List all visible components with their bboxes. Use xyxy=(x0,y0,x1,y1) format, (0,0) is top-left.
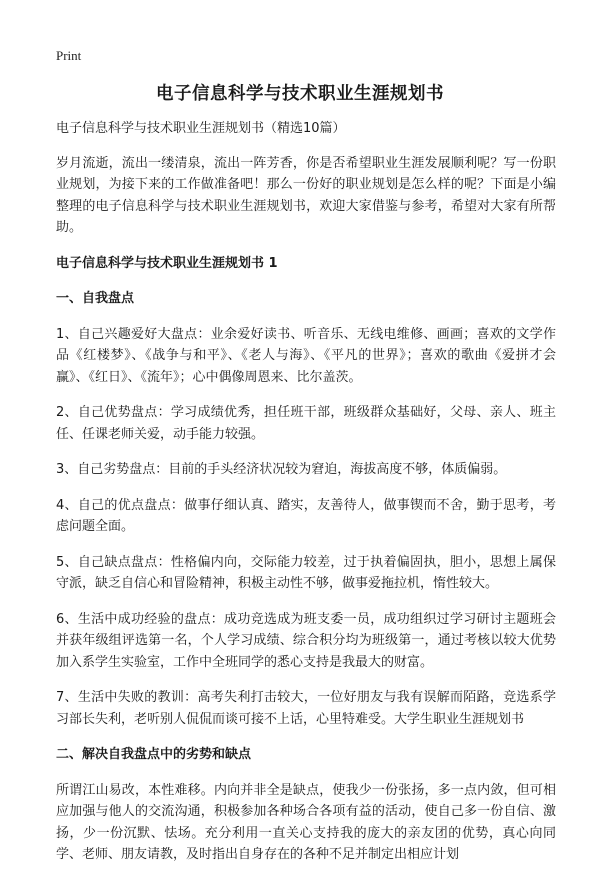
document-subtitle: 电子信息科学与技术职业生涯规划书（精选10篇） xyxy=(56,121,346,136)
section-heading-self-review: 一、自我盘点 xyxy=(56,291,135,306)
list-item: 5、自己缺点盘点：性格偏内向，交际能力较差，过于执着偏固执，胆小，思想上属保守派，缺乏自信心和冒险精神，积极主动性不够，做事爱拖拉机，惰性较大。 xyxy=(56,554,556,591)
intro-paragraph: 岁月流逝，流出一缕清泉，流出一阵芳香，你是否希望职业生涯发展顺利呢？写一份职业规划，为接下来的工作做准备吧！那么一份好的职业规划是怎么样的呢？下面是小编整理的电子信息科学与技术职业生涯规划书，欢迎大家借鉴与参考，希望对大家有所帮助。 xyxy=(56,155,556,235)
page-title: 电子信息科学与技术职业生涯规划书 xyxy=(156,84,444,104)
list-item: 4、自己的优点盘点：做事仔细认真、踏实，友善待人，做事锲而不舍，勤于思考，考虑问题全面。 xyxy=(56,497,556,534)
article-heading: 电子信息科学与技术职业生涯规划书 1 xyxy=(56,255,278,271)
list-item: 3、自己劣势盘点：目前的手头经济状况较为窘迫，海拔高度不够，体质偏弱。 xyxy=(56,462,507,477)
list-item: 6、生活中成功经验的盘点：成功竞选成为班支委一员，成功组织过学习研讨主题班会并获年级组评选第一名，个人学习成绩、综合积分均为班级第一，通过考核以较大优势加入系学生实验室，工作中全班同学的悉心支持是我最大的财富。 xyxy=(56,611,556,670)
document-body xyxy=(56,118,556,880)
list-item: 2、自己优势盘点：学习成绩优秀，担任班干部，班级群众基础好，父母、亲人、班主任、任课老师关爱，动手能力较强。 xyxy=(56,405,556,442)
closing-paragraph: 所谓江山易改，本性难移。内向并非全是缺点，使我少一份张扬，多一点内敛，但可相应加强与他人的交流沟通，积极参加各种场合各项有益的活动，使自己多一份自信、激扬，少一份沉默、怯场。充分利用一直关心支持我的庞大的亲友团的优势，真心向同学、老师、朋友请教，及时指出自身存在的各种不足并制定出相应计划 xyxy=(56,782,556,862)
list-item: 7、生活中失败的教训：高考失利打击较大，一位好朋友与我有误解而陌路，竞选系学习部长失利，老听别人侃侃而谈可接不上话，心里特难受。大学生职业生涯规划书 xyxy=(56,690,556,727)
print-label: Print xyxy=(56,48,82,63)
section-heading-solutions: 二、解决自我盘点中的劣势和缺点 xyxy=(56,747,252,762)
list-item: 1、自己兴趣爱好大盘点：业余爱好读书、听音乐、无线电维修、画画；喜欢的文学作品《红楼梦》、《战争与和平》、《老人与海》、《平凡的世界》；喜欢的歌曲《爱拼才会赢》、《红日》、《流年》；心中偶像周恩来、比尔盖茨。 xyxy=(56,326,556,385)
